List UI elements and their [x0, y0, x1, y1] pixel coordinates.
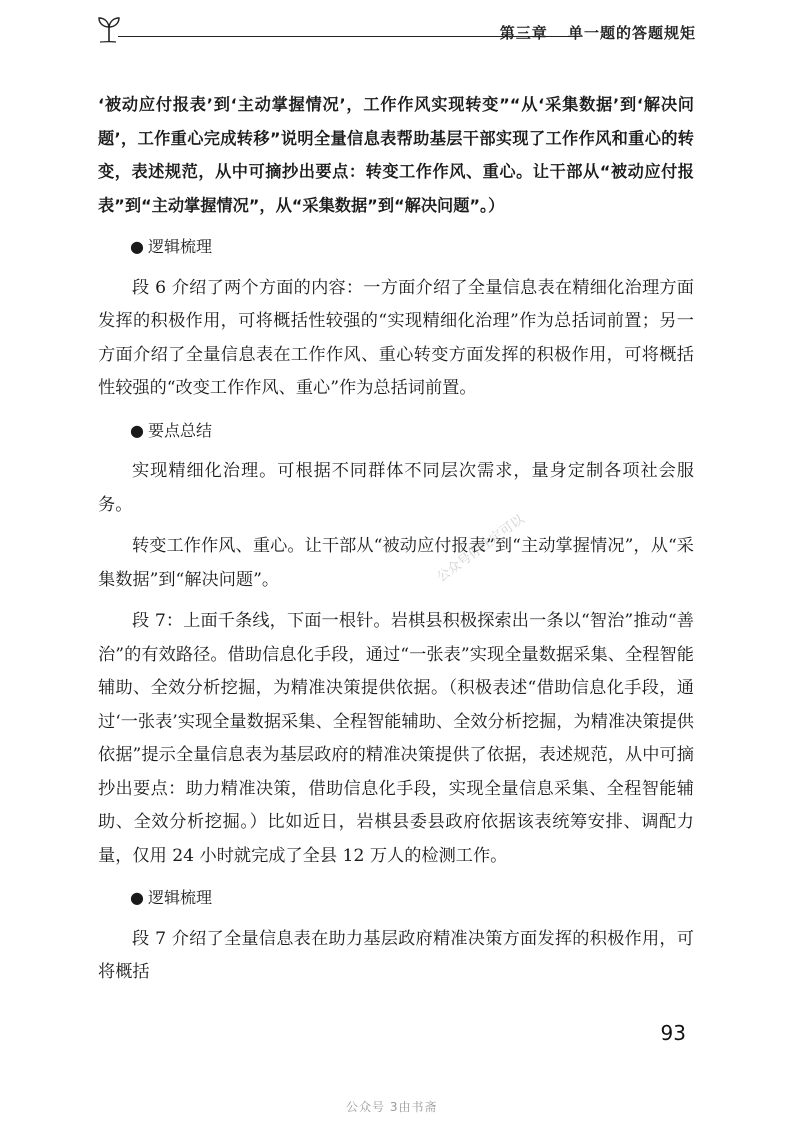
paragraph-continuation: ‘被动应付报表’到‘主动掌握情况’，工作作风实现转变”“从‘采集数据’到‘解决问题’，工作重心完成转移”说明全量信息表帮助基层干部实现了工作作风和重心的转变，表述规范，从中可摘抄出要点：转变工作作风、重心。让干部从“被动应付报表”到“主动掌握情况”，从“采集数据”到“解决问题”。） — [98, 95, 694, 215]
section-label-text: 逻辑梳理 — [148, 237, 213, 256]
chapter-heading — [486, 22, 696, 43]
chapter-number: 第三章 — [499, 24, 548, 42]
bullet-icon: ● — [130, 237, 144, 256]
summary-point-1: 实现精细化治理。可根据不同群体不同层次需求，量身定制各项社会服务。 — [98, 461, 694, 515]
running-header — [96, 14, 696, 44]
page-number: 93 — [660, 1021, 686, 1045]
body-text — [98, 88, 694, 998]
paragraph-7: 段 7：上面千条线，下面一根针。岩棋县积极探索出一条以“智治”推动“善治”的有效路径。借助信息化手段，通过“一张表”实现全量数据采集、全程智能辅助、全效分析挖掘，为精准决策提供依据。（积极表述“借助信息化手段，通过‘一张表’实现全量数据采集、全程智能辅助、全效分析挖掘，为精准决策提供依据”提示全量信息表为基层政府的精准决策提供了依据，表述规范，从中可摘抄出要点：助力精准决策，借助信息化手段，实现全量信息采集、全程智能辅助、全效分析挖掘。）比如近日，岩棋县委县政府依据该表统筹安排、调配力量，仅用 24 小时就完成了全县 12 万人的检测工作。 — [98, 611, 694, 866]
paragraph-analysis-6: 段 6 介绍了两个方面的内容：一方面介绍了全量信息表在精细化治理方面发挥的积极作用，可将概括性较强的“实现精细化治理”作为总括词前置；另一方面介绍了全量信息表在工作作风、重心转变方面发挥的积极作用，可将概括性较强的“改变工作作风、重心”作为总括词前置。 — [98, 277, 694, 398]
chapter-title: 单一题的答题规矩 — [567, 24, 696, 42]
bullet-icon: ● — [130, 420, 144, 440]
paragraph-analysis-7: 段 7 介绍了全量信息表在助力基层政府精准决策方面发挥的积极作用，可将概括 — [98, 928, 694, 982]
section-label-text: 要点总结 — [148, 420, 213, 440]
summary-point-2: 转变工作作风、重心。让干部从“被动应付报表”到“主动掌握情况”，从“采集数据”到“解决问题”。 — [98, 536, 694, 590]
section-label-logic — [98, 230, 694, 264]
watermark: 公众号你注定可以 — [434, 512, 528, 586]
sprout-icon — [96, 14, 122, 44]
section-label-summary — [98, 414, 694, 448]
section-label-text: 逻辑梳理 — [148, 888, 213, 907]
bullet-icon: ● — [130, 888, 144, 907]
section-label-logic-2 — [98, 881, 694, 915]
footer-stamp: 公众号 3由书斋 — [346, 1100, 438, 1114]
